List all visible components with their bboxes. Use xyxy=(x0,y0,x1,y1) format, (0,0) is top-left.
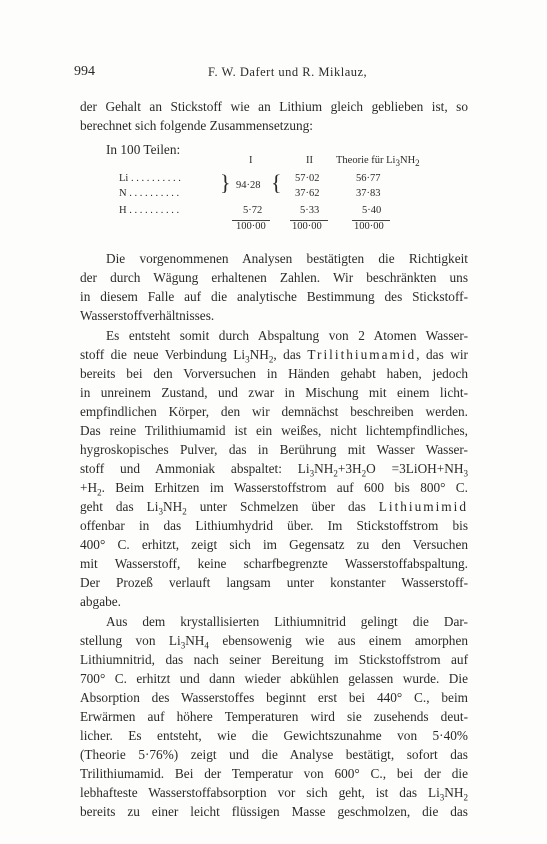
text-line: Lithiumnitrid, das nach seiner Bereitung im Stickstoffstrom auf xyxy=(80,652,468,667)
paragraph-analyses xyxy=(80,249,468,325)
col-header-theory: Theorie für $Li_3NH_2$ xyxy=(336,155,420,169)
text-line: Erwärmen auf höhere Temperaturen wird sie zusehends deut- xyxy=(80,709,468,724)
text-line: offenbar in das Lithiumhydrid über. Im Stickstoffstrom bis xyxy=(80,518,468,533)
running-head: F. W. Dafert und R. Miklauz, xyxy=(208,65,368,79)
cell-li-n-I: 94·28 xyxy=(236,180,261,191)
text-line: bereits zu einer leicht flüssigen Masse geschmolzen, die das xyxy=(80,804,468,819)
text-line: stellung von $Li_3NH_4$ ebensowenig wie aus einem amorphen xyxy=(80,633,469,651)
col-header-I: I xyxy=(249,155,253,166)
emphasized-term: Trilithiumamid xyxy=(307,347,417,362)
text-line: abgabe. xyxy=(80,594,121,609)
text-line: Die vorgenommenen Analysen bestätigten die Richtigkeit xyxy=(106,251,468,266)
text-line: Es entsteht somit durch Abspaltung von 2 Atomen Wasser- xyxy=(106,328,468,343)
text-line: bereits bei den Vorversuchen in Händen gehabt haben, jedoch xyxy=(80,366,468,381)
cell-n-theory: 37·83 xyxy=(356,188,381,199)
text-line: mit Wasserstoff, keine scharfbegrenzte Wasserstoffabspaltung. xyxy=(80,556,468,571)
text-line: lebhafteste Wasserstoffabsorption vor sich geht, ist das $Li_3NH_2$ xyxy=(80,785,468,803)
text-line: Der Prozeß verlauft langsam unter konstanter Wasserstoff- xyxy=(80,575,468,590)
text-line: (Theorie 5·76%) zeigt und die Analyse bestätigt, sofort das xyxy=(80,747,468,762)
left-brace-icon: { xyxy=(271,170,282,195)
text-line: stoff und Ammoniak abspaltet: $Li_3NH_2+3H_2O$ $=3LiOH+NH_3$ xyxy=(80,461,468,479)
paragraph-trilithiumamid xyxy=(80,326,468,611)
text-line: in diesem Falle auf die analytische Bestimmung des Stickstoff- xyxy=(80,289,468,304)
page-number: 994 xyxy=(74,64,95,79)
cell-sum-I: 100·00 xyxy=(236,221,266,232)
text-line: hygroskopisches Pulver, das in Berührung mit Wasser Wasser- xyxy=(80,442,468,457)
text-line: in unreinem Zustand, und zwar in Mischung mit einem licht- xyxy=(80,385,468,400)
paragraph-lithiumnitrid xyxy=(80,612,468,821)
text-line: 700° C. erhitzt und dann wieder abkühlen gelassen wurde. Die xyxy=(80,671,468,686)
text-line: der Gehalt an Stickstoff wie an Lithium gleich geblieben ist, so xyxy=(80,99,468,114)
cell-h-II: 5·33 xyxy=(300,205,320,216)
col-header-II: II xyxy=(306,155,313,166)
row-label-h: H . . . . . . . . . . xyxy=(119,205,180,216)
text-line: 400° C. erhitzt, zeigt sich im Gegensatz zu den Versuchen xyxy=(80,537,468,552)
text-line: der durch Wägung erhaltenen Zahlen. Wir beschränkten uns xyxy=(80,270,468,285)
text-line: stoff die neue Verbindung $Li_3NH_2$, das Trilithiumamid, das wir xyxy=(80,347,468,365)
text-line: berechnet sich folgende Zusammensetzung: xyxy=(80,118,313,133)
text-line: Wasserstoffverhältnisses. xyxy=(80,308,215,323)
cell-sum-theory: 100·00 xyxy=(354,221,384,232)
text-line: licher. Es entsteht, wie die Gewichtszunahme von 5·40% xyxy=(80,728,468,743)
intro-paragraph xyxy=(80,97,468,135)
text-line: Aus dem krystallisierten Lithiumnitrid gelingt die Dar- xyxy=(106,614,468,629)
table-caption: In 100 Teilen: xyxy=(106,142,181,157)
text-line: Das reine Trilithiumamid ist ein weißes, nicht lichtempfindliches, xyxy=(80,423,468,438)
text-line: geht das $Li_3NH_2$ unter Schmelzen über das Lithiumimid xyxy=(80,499,468,517)
right-brace-icon: } xyxy=(220,170,231,195)
row-label-n: N . . . . . . . . . . xyxy=(119,188,180,199)
text-line: Trilithiumamid. Bei der Temperatur von 600° C., bei der die xyxy=(80,766,468,781)
row-label-li: Li . . . . . . . . . . xyxy=(119,173,181,184)
cell-n-II: 37·62 xyxy=(295,188,320,199)
emphasized-term: Lithiumimid xyxy=(378,499,468,514)
cell-h-I: 5·72 xyxy=(243,205,263,216)
text-line: $+H_2$. Beim Erhitzen im Wasserstoffstrom auf 600 bis 800° C. xyxy=(80,480,468,498)
cell-li-theory: 56·77 xyxy=(356,173,381,184)
cell-sum-II: 100·00 xyxy=(292,221,322,232)
text-line: Absorption des Wasserstoffes beginnt erst bei 440° C., beim xyxy=(80,690,468,705)
cell-li-II: 57·02 xyxy=(295,173,320,184)
cell-h-theory: 5·40 xyxy=(362,205,382,216)
text-line: empfindlichen Körper, den wir demnächst beschreiben werden. xyxy=(80,404,468,419)
